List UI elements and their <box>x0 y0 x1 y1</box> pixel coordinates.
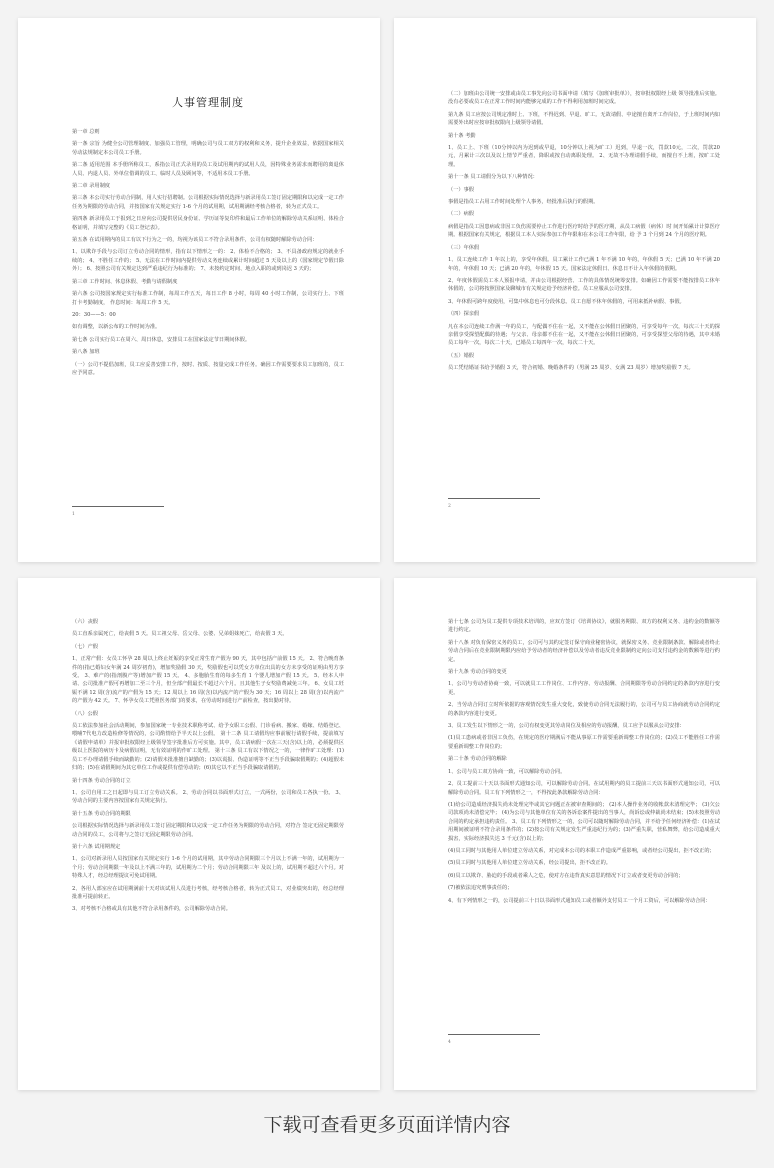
paragraph: 第十七条 公司为员工提供专项技术培训的，应双方签订《培训协议》，就服务期限、双方的权利义务、违约金的数额等进行约定。 <box>448 619 720 634</box>
paragraph: 第二条 适用范围 本手册所称员工，系指公司正式录用的员工及试用期内的试用人员，因特殊业务需求而聘用的离退休人员、内退人员、外单位借调的员工、临时人员及顾问等，不适用本员工手册。 <box>72 162 344 177</box>
paragraph: 第十条 考勤 <box>448 132 476 139</box>
paragraph: (5)员工同时与其他用人单位建立劳动关系，经公司提出，拒不改正的。 <box>448 860 611 867</box>
paragraph: 第十一条 员工请假分为以下八种情况： <box>448 174 538 181</box>
footnote-divider <box>448 1034 540 1035</box>
paragraph: (1)员工患病或者非因工负伤，在规定的医疗期满后不能从事原工作需要重新调整工作岗位的；(2)员工不能胜任工作需要重新调整工作岗位的； <box>448 735 720 750</box>
paragraph: 第十六条 试用期规定 <box>72 843 121 850</box>
document-page-1 <box>18 18 380 562</box>
paragraph: 1、公司与劳动者协商一致，可以就员工工作岗位、工作内容、劳动报酬、合同期限等劳动合同约定的条款内容进行变更。 <box>448 681 720 696</box>
paragraph: 第三条 本公司实行劳动合同制，用人实行招聘制。公司根据实际情况选择与新录用员工签订固定期限和以完成一定工作任务为期限的劳动合同，并按国家有关规定实行 1-6 个月的试用期，试用期满经考核合格者，转为正式员工。 <box>72 195 344 210</box>
paragraph: 第七条 公司实行员工在周六、周日休息，安排员工在国家法定节日期间休假。 <box>72 336 251 343</box>
paragraph: （六）丧假 <box>72 619 98 625</box>
paragraph: 员工凭结婚证书给予婚假 3 天，符合初婚、晚婚条件的（男满 25 周岁、女满 23 周岁）增加奖励假 7 天。 <box>448 365 694 372</box>
paragraph: 1、公司自用工之日起即与员工订立劳动关系。 2、劳动合同以书面形式订立，一式两份，公司和员工各执一份。 3、劳动合同的主要内容按国家有关规定执行。 <box>72 789 344 805</box>
paragraph: 如有调整，以新公布的工作时间为准。 <box>72 324 161 331</box>
paragraph: 第十五条 劳动合同的期限 <box>72 810 131 817</box>
paragraph: 第二十条 劳动合同的解除 <box>448 756 507 763</box>
paragraph: （二）加班由公司统一安排或由员工事先向公司书面申请（填写《加班审批单》），按审批权限经上级 领导批准后实施。没有必要或员工在正常工作时间内能够完成的工作不得利用加班时间完成。 <box>448 91 720 106</box>
paragraph: (4)员工同时与其他用人单位建立劳动关系，对完成本公司的本职工作造成严重影响，或者经公司提出，拒不改正的； <box>448 847 715 854</box>
paragraph: 凡在本公司连续工作满一年的员工，与配偶不住在一起，又不能在公休假日团聚的，可享受每年一次，每次三十天的探亲假享受探望配偶的待遇；与父亲、母亲都不住在一起，又不能在公休假日团聚的，可享受探望父母的待遇，其中未婚员工每年一次，每次二十天，已婚员工每四年一次，每次二十天。 <box>448 323 720 347</box>
paragraph-list <box>448 618 720 905</box>
paragraph: 第十八条 对负有保密义务的员工，公司可与其约定签订保守商业秘密协议，就保密义务、竞业限制条款、解除或者终止劳动合同后在竞业限制期限内应给予劳动者的经济补偿以及劳动者违反竞业限制约定向公司支付违约金的数额等进行约定。 <box>448 639 720 663</box>
paragraph: 员工直系亲属死亡，给丧假 5 天。员工祖父母、岳父母、公婆、兄弟姐妹死亡，给丧假 3 天。 <box>72 631 288 638</box>
paragraph: 2、当劳动合同订立时所依据的客观情况发生重大变化，致使劳动合同无法履行的，公司可与员工协商就劳动合同约定的条款内容进行变更。 <box>448 702 720 717</box>
paragraph: 4、有下列情形之一的，公司提前三十日以书面形式通知员工或者额外支付员工一个月工资后，可以解除劳动合同： <box>448 897 711 904</box>
paragraph: (6)员工以欺诈、胁迫的手段或者乘人之危，使对方在违背真实意思的情况下订立或者变更劳动合同的； <box>448 872 684 879</box>
paragraph: 第五条 在试用期内的员工有以下行为之一的，均视为该员工不符合录用条件，公司有权随时解除劳动合同： <box>72 237 318 244</box>
paragraph: 1、公司与员工双方协商一致，可以解除劳动合同。 <box>448 768 566 775</box>
page-number: 4 <box>448 1040 451 1045</box>
paragraph: 1、正常产假：女员工怀孕 28 周以上终止妊娠的享受正常生育产假为 90 天，其中包括产前假 15 天。 2、符合晚育条件的(指已婚妇女年满 24 周岁初育)，增加奖励假 30 天，奖励假也可以凭女方单位出具的女方未享受的证明由男方享受。 3、难产的(指剖腹产等)增加产假 15 天。 4、多胞胎生育的每多生育 1 个婴儿增加产假 15 天。 5、经本人申请、公司批准产假可再增加二至三个月，但全部产假最长不超过六个月。且其他生子女奖励费减免三年。 6、女员工妊娠不满 12 周(含)流产的产假为 15 天；12 周以上 16 周(含)以内流产的产假为 30 天；16 周以上 28 周(含)以内流产的产假为 42 天。 7、怀孕女员工凭照医务部门的要求，在劳动时间进行产前检查，按出勤对待。 <box>72 656 344 705</box>
paragraph: （一）公司不提倡加班，员工应妥善安排工作，按时、按质、按量完成工作任务。确因工作需要要求员工加班的，员工应予同意。 <box>72 361 344 376</box>
paragraph: 2、年度休假需员工本人预报申请，并由公司根据经营、工作的具体情况统筹安排。如确因工作需要不能按排员工休年休假的，公司将按照国家及聊城市有关规定给予经济补偿。员工应服从公司安排。 <box>448 277 720 293</box>
paragraph: 第九条 员工应按公司规定准时上、下班，不得迟到、早退、旷工。无故请假、中途擅自离开工作岗位，于上班时间内如需要外出时应按审批权限向上级领导请假。 <box>448 111 720 127</box>
paragraph: 第六条 公司按国家规定实行标准工作制，每周工作五天，每日工作 8 小时，每周 40 小时工作制，公司实行上、下班打卡考勤制度， 作息时间：每周工作 5 天。 <box>72 291 344 306</box>
paragraph: 第一章 总则 <box>72 129 100 135</box>
paragraph: 2、员工提前三十天以书面形式通知公司，可以解除劳动合同。在试用期内的员工提前三天以书面形式通知公司，可以解除劳动合同。员工有下列情形之一，不得按此条款解除劳动合同： <box>448 781 720 796</box>
paragraph: 第十九条 劳动合同的变更 <box>448 669 507 676</box>
paragraph: （四）探亲假 <box>448 311 480 318</box>
page-number: 2 <box>448 504 451 509</box>
paragraph: (7)被依法追究刑事责任的； <box>448 885 513 892</box>
paragraph: 1、公司对新录用人员按国家有关规定实行 1-6 个月的试用期，其中劳动合同期限三个月以上不满一年的，试用期为一个月；劳动合同期限一年及以上不满三年的，试用期为二个月；劳动合同期限三年 及以上的，试用期不超过六个月。对特殊人才，经总经理提议可免试用期。 <box>72 856 344 880</box>
document-page-3 <box>18 578 380 1090</box>
download-more-caption[interactable]: 下载可查看更多页面详情内容 <box>263 1114 511 1136</box>
page-body <box>72 618 344 918</box>
page-body <box>448 618 720 909</box>
paragraph: 公司根据实际情况选择与新录用员工签订固定期限和以完成一定工作任务为期限的劳动合同，对符合 签定无固定期限劳动合同的员工，公司将与之签订无固定期限劳动合同。 <box>72 823 344 838</box>
paragraph: 病假是指员工因患病或非因工负伤需要停止工作进行医疗时给予的医疗期，从员工病假（病休）时 间开始累计计算医疗期。根据国家有关规定，根据员工本人实际参加工作年限和在本公司工作年限，给 予 3 个月到 24 个月的医疗期。 <box>448 223 720 239</box>
paragraph: 事假是指员工占用工作时间处理个人事务，经批准后执行的假期。 <box>448 199 599 206</box>
paragraph: 1、员工连续工作 1 年以上的，享受年休假。员工累计工作已满 1 年不满 10 年的，年休假 5 天；已满 10 年不满 20 年的，年休假 10 天；已满 20 年的，年休假 15 天。国家法定休假日、休息日不计入年休假的假期。 <box>448 257 720 272</box>
paragraph: （一）事假 <box>448 186 474 193</box>
page-body <box>72 92 344 381</box>
paragraph: 20：30——5：00 <box>72 311 116 318</box>
paragraph: 第三章 工作时间、休息休假、考勤与请假制度 <box>72 278 178 285</box>
paragraph: 第二章 录用制度 <box>72 183 110 190</box>
paragraph-list <box>448 90 720 373</box>
paragraph: 1、员工上、下班（10分钟以内为迟到或早退，10分钟以上视为旷工）迟到，早退一次，罚款10元，二次，罚款20元，月累计三次以及以上情节严重者，降职或按自动离职处理。 2、无故不办理请假手续，而擅自不上班，按旷工处理。 <box>448 145 720 168</box>
paragraph: 第十四条 劳动合同的订立 <box>72 777 131 784</box>
paragraph: 第一条 宗旨 为健全公司管理制度、加强员工管理，明确公司与员工双方的权利和义务，提升企业效益，依据国家相关劳动法规制定本公司员工手册。 <box>72 141 344 156</box>
paragraph: （七）产假 <box>72 643 98 650</box>
paragraph: 3、对考核不合格或具有其他不符合录用条件的，公司解除劳动合同。 <box>72 906 231 913</box>
paragraph: 第八条 加班 <box>72 349 100 356</box>
paragraph: 员工依法参加社会活动期间，参加国家统一专业技术职称考试、给予女职工公假、门诊看病、搬家、婚嫁、结婚登记、喂哺7代电力改造检修等情况的，公司酌情给予半天以上公假。 第十二条 员工请假均应事前履行请假手续，提前填写《请假申请单》并报审批权限经上级领导签字批准后方可实施。其中，员工请病假一次在三天(含)以上的，必须提供区级以上医院的病历卡及病假证明，无有效证明的作旷工处理。 第十三条 员工有以下情况之一的，一律作旷工处理：(1)员工不办理请假手续而缺勤的；(2)请假未批准擅自缺勤的；(3)以谎报、伪造证明等不正当手段骗取假期的；(4)超假未归的；(5)在请假期间为其它单位工作或提供有偿劳动的；(6)其它以不正当手段骗取请假的。 <box>72 723 344 772</box>
paragraph: 第四条 新录用员工于报到之日应向公司提供居民身份证、学历证等复印件和最后工作单位的解除劳动关系证明、体检合格证明，并填写完整的《员工登记表》。 <box>72 216 344 231</box>
footnote-divider <box>72 506 164 507</box>
paragraph: 1、以欺诈手段与公司订立劳动合同的情形，指有以下情形之一的： 2、体检不合格的； 3、不具备政府规定的就业手续的； 4、不胜任工作的； 5、无法在工作时间内提供劳动义务连续或累计时间超过 5 天及以上的（国家规定节假日除外）； 6、按照公司有关规定达到严重违纪行为标准的； 7、未按约定时间、地点入职的或到岗迟 3 天的； <box>72 249 344 273</box>
paragraph-list <box>72 618 344 914</box>
footnote-divider <box>448 498 540 499</box>
paragraph: 2、各用人部室应在试用期满前十天对该试用人员进行考核，经考核合格者，转为正式员工，对业绩突出的，经总经理批准可提前转正。 <box>72 885 344 900</box>
paragraph: 3、年休假可跨年度使用，可集中休息也可分段休息。员工自愿不休年休假的，可用来抵补病假、事假。 <box>448 298 685 305</box>
document-page-4 <box>394 578 756 1090</box>
paragraph-list <box>72 128 344 377</box>
page-number: 1 <box>72 512 75 517</box>
document-title: 人事管理制度 <box>172 96 244 109</box>
paragraph: (1)给公司造成经济损失尚未处理完毕或其它问题正在被审查期间的； (2)本人操作业务的收帐款未清理完毕； (3)欠公司款项尚未清偿完毕； (4)为公司与其他单位有关的各诉讼案件提出的当事人，尚诉讼或仲裁尚未结束；(5)未按照劳动合同的约定承担违约责任。 3、员工有下列情形之一的，公司可以随时解除劳动合同，并不给予任何经济补偿：(1)在试用期间被证明不符合录用条件的；(2)按公司有关规定发生严重违纪行为的；(3)严重失职，营私舞弊，给公司造成重大损害，实际经济损失达 3 千元(含)以上的； <box>448 801 720 842</box>
paragraph: （三）年休假 <box>448 244 480 251</box>
paragraph: （八）公假 <box>72 710 98 717</box>
page-body <box>448 90 720 377</box>
document-page-2 <box>394 18 756 562</box>
paragraph: （二）病假 <box>448 211 474 218</box>
paragraph: 3、员工发生以下情形之一的，公司有权变更其劳动岗位及相应的劳动报酬，员工应予以服从公司安排： <box>448 723 685 730</box>
paragraph: （五）婚假 <box>448 352 474 359</box>
